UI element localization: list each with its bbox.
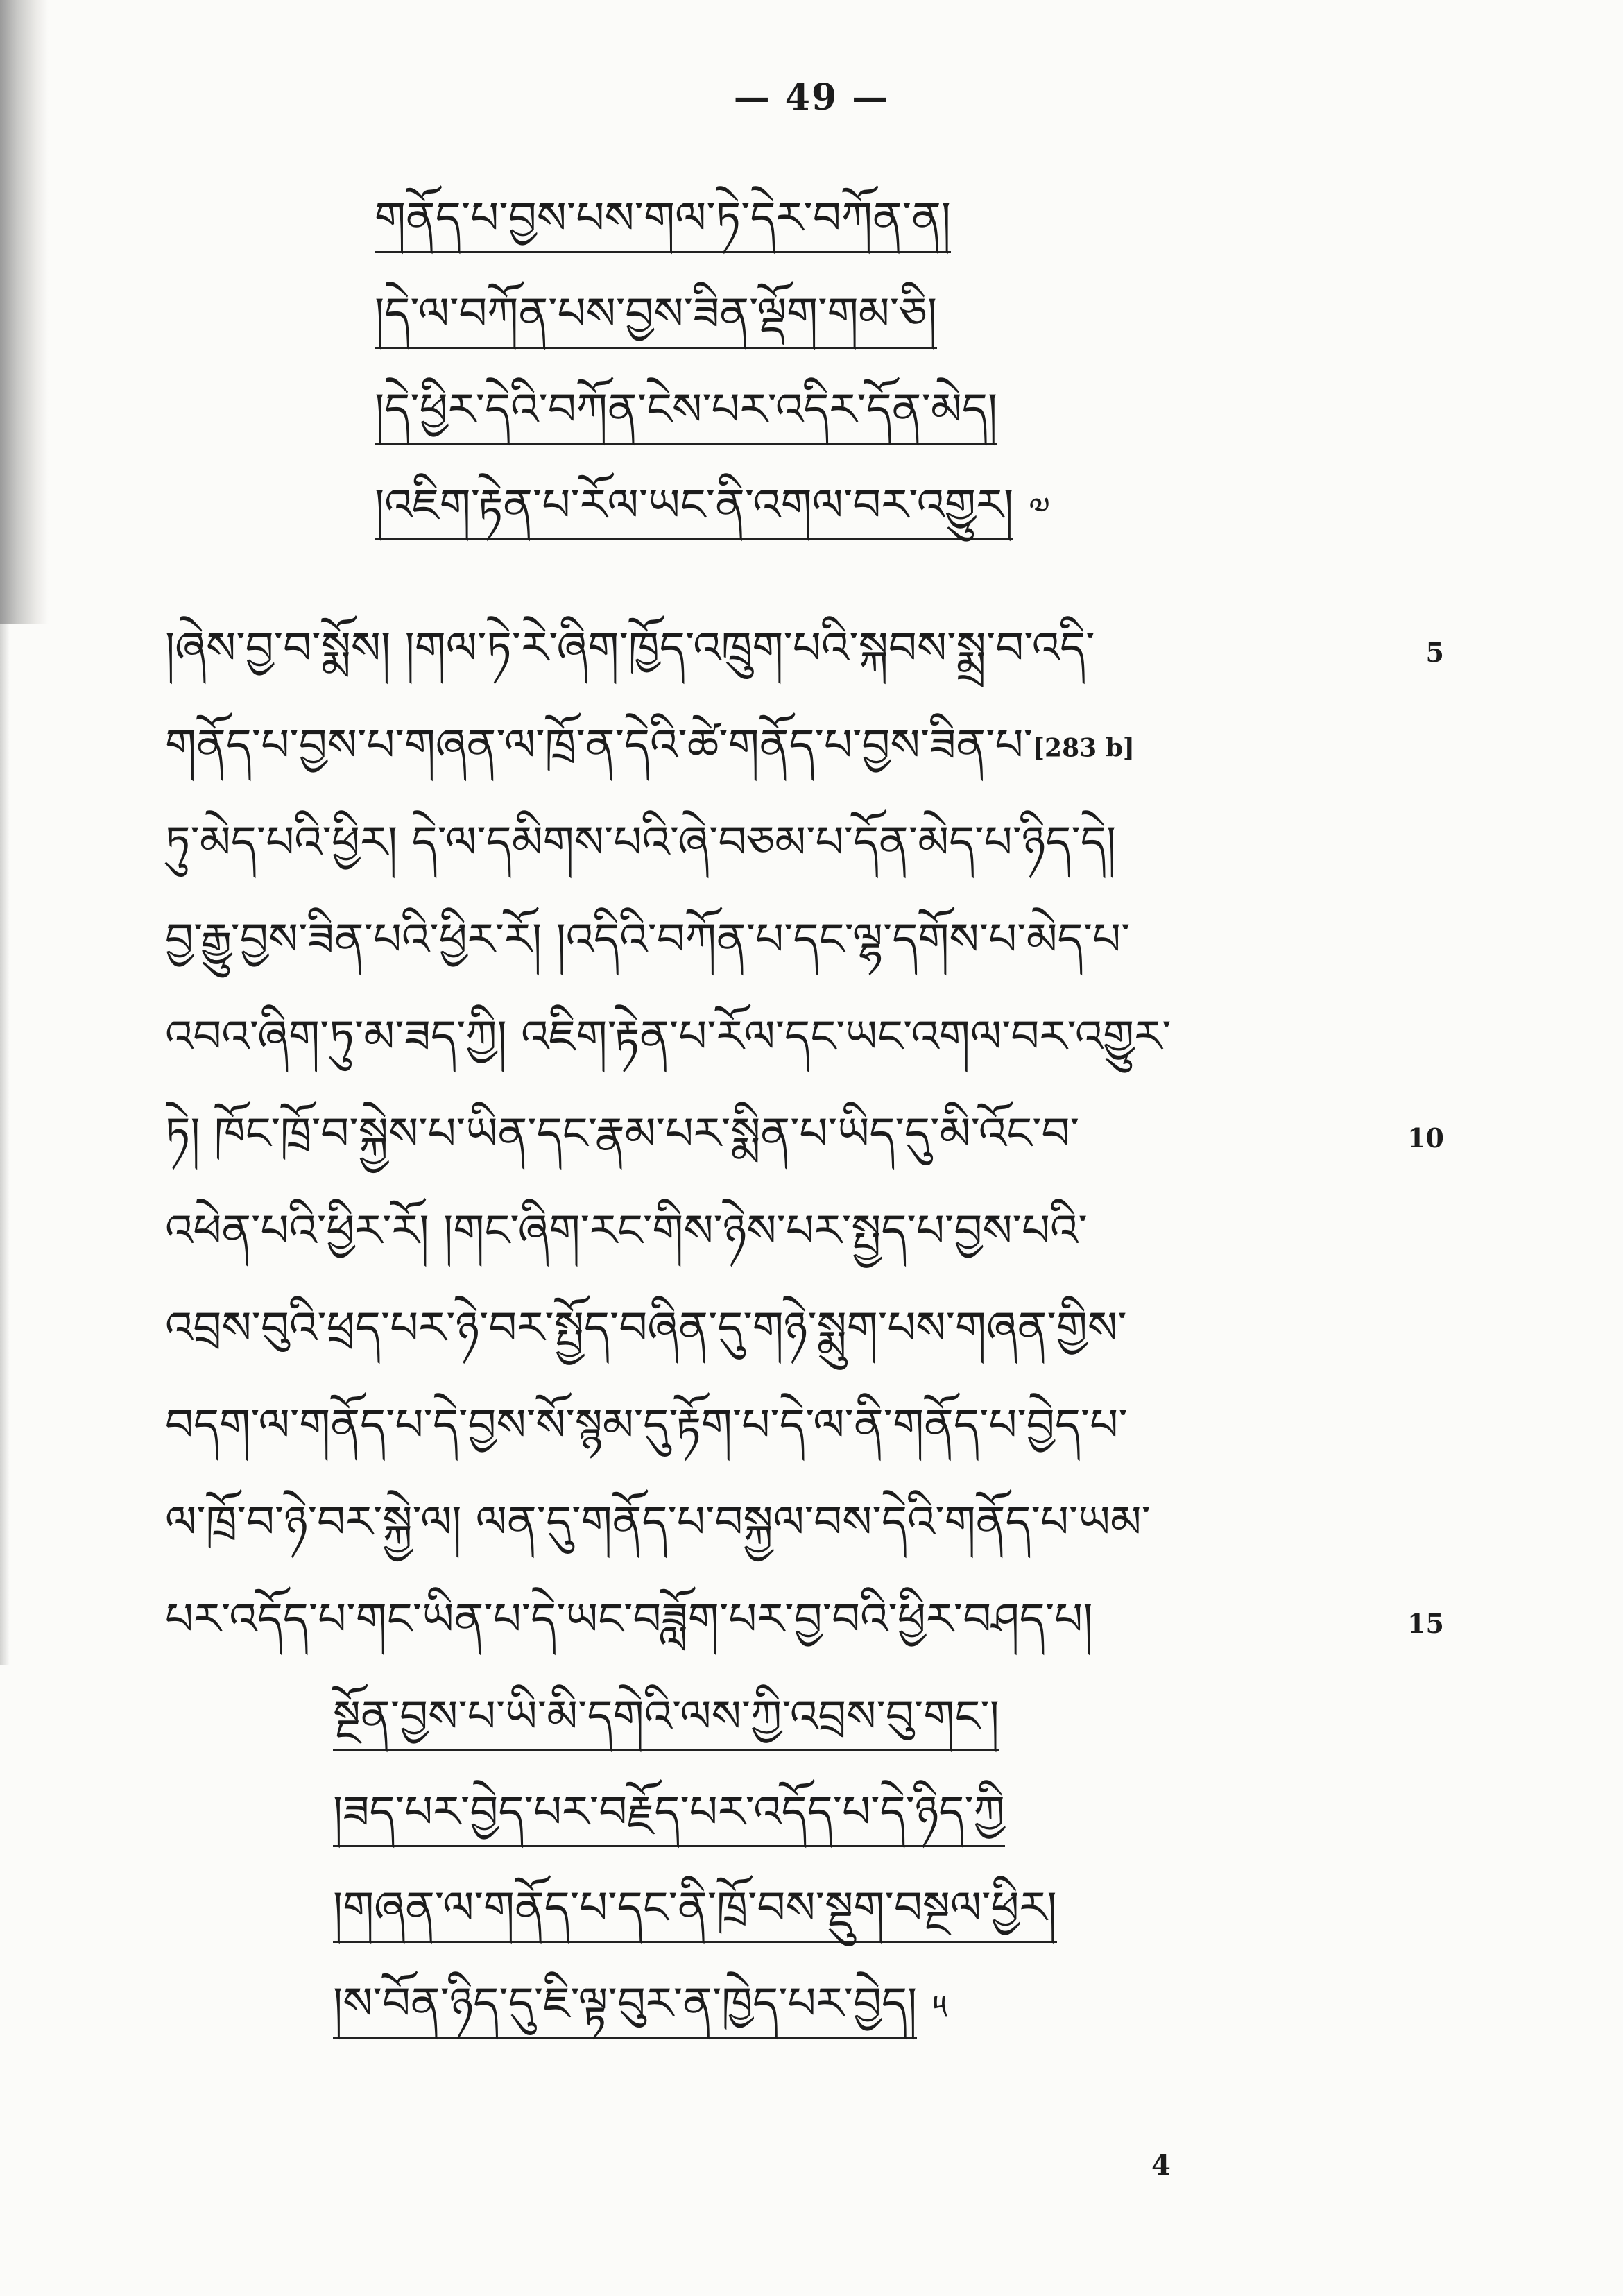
prose-line-4: བྱ་རྒྱུ་བྱས་ཟིན་པའི་ཕྱིར་རོ། །འདིའི་བཀོན་པ་དང་ལྷ་དགོས་པ་མེད་པ་ <box>165 914 1131 966</box>
prose-line-1: །ཞེས་བྱ་བ་སྨོས། །གལ་ཏེ་རེ་ཞིག་ཁྱོད་འཁྲུག་པའི་སྐབས་སྨྲ་བ་འདི་ <box>165 623 1095 674</box>
verse-2-line-4: །ས་བོན་ཉིད་དུ་ཇི་ལྟ་བུར་ན་ཁྱེད་པར་བྱེད། ༥ <box>333 1980 947 2039</box>
verse-number-mark: ༧ <box>1029 490 1050 529</box>
prose-line-2: གནོད་པ་བྱས་པ་གཞན་ལ་ཁྲོ་ན་དེའི་ཚེ་གནོད་པ་བྱས་ཟིན་པ་[283 b] <box>165 720 1135 771</box>
verse-2-line-2: །ཟད་པར་བྱེད་པར་བརྗོད་པར་འདོད་པ་དེ་ཉིད་ཀྱི <box>333 1788 1005 1847</box>
folio-reference: [283 b] <box>1033 733 1135 763</box>
line-number: 10 <box>1407 1122 1444 1154</box>
prose-line-9: བདག་ལ་གནོད་པ་དེ་བྱས་སོ་སྙམ་དུ་རྟོག་པ་དེ་ལ་ནི་གནོད་པ་བྱེད་པ་ <box>165 1400 1128 1451</box>
prose-line-7: འཕེན་པའི་ཕྱིར་རོ། །གང་ཞིག་རང་གིས་ཉེས་པར་སྤྱད་པ་བྱས་པའི་ <box>165 1206 1088 1257</box>
sheet-signature-number: 4 <box>1151 2149 1171 2182</box>
page-number: — 49 — <box>733 76 890 119</box>
verse-2-line-1: སྔོན་བྱས་པ་ཡི་མི་དགེའི་ལས་ཀྱི་འབྲས་བུ་གང་། <box>333 1693 999 1751</box>
prose-line-8: འབྲས་བུའི་ཕྲད་པར་ཉེ་བར་སྤྱོད་བཞིན་དུ་གཉེ་སྨུག་པས་གཞན་གྱིས་ <box>165 1303 1127 1354</box>
prose-line-3: ཏུ་མེད་པའི་ཕྱིར། དེ་ལ་དམིགས་པའི་ཞེ་བཅམ་པ་དོན་མེད་པ་ཉིད་དེ། <box>165 817 1117 868</box>
prose-line-6: ཏེ། ཁོང་ཁྲོ་བ་སྐྱེས་པ་ཡིན་དང་རྣམ་པར་སྨིན་པ་ཡིད་དུ་མི་འོང་བ་ <box>165 1108 1080 1160</box>
prose-line-10: ལ་ཁྲོ་བ་ཉེ་བར་སྐྱེ་ལ། ལན་དུ་གནོད་པ་བསྐྱལ་བས་དེའི་གནོད་པ་ཡམ་ <box>165 1497 1151 1548</box>
verse-1-line-1: གནོད་པ་བྱས་པས་གལ་ཏེ་དེར་བཀོན་ན། <box>375 194 951 253</box>
verse-1-line-4: །འཇིག་རྟེན་པ་རོལ་ཡང་ནི་འགལ་བར་འགྱུར། ༧ <box>375 481 1050 540</box>
page-binding-edge <box>0 624 10 1665</box>
line-number: 15 <box>1407 1608 1444 1639</box>
line-number: 5 <box>1425 637 1444 668</box>
verse-number-mark: ༥ <box>932 1988 947 2027</box>
prose-line-5: འབའ་ཞིག་ཏུ་མ་ཟད་ཀྱི། འཇིག་རྟེན་པ་རོལ་དང་ཡང་འགལ་བར་འགྱུར་ <box>165 1011 1171 1063</box>
verse-2-line-3: །གཞན་ལ་གནོད་པ་དང་ནི་ཁྲོ་བས་སྡུག་བསྔལ་ཕྱིར། <box>333 1884 1057 1943</box>
verse-1-line-2: །དེ་ལ་བཀོན་པས་བྱས་ཟིན་ལྡོག་གམ་ཅི། <box>375 290 937 349</box>
verse-1-line-3: །དེ་ཕྱིར་དེའི་བཀོན་ངེས་པར་འདིར་དོན་མེད། <box>375 386 997 445</box>
prose-line-11: པར་འདོད་པ་གང་ཡིན་པ་དེ་ཡང་བཟློག་པར་བྱ་བའི་ཕྱིར་བཤད་པ། <box>165 1594 1093 1645</box>
